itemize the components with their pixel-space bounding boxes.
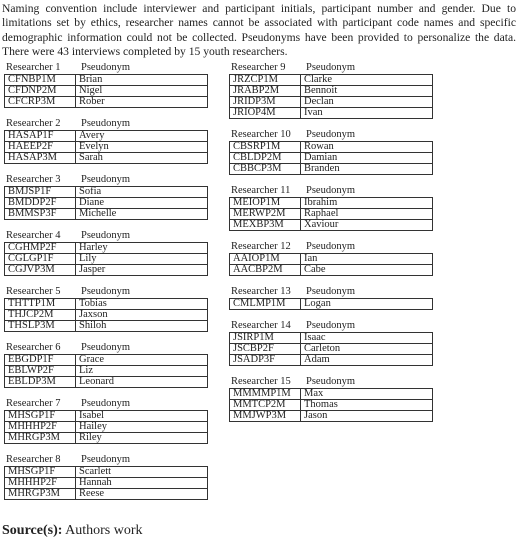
participant-pseudonym: Sofia <box>76 187 208 198</box>
participant-code: MHSGP1F <box>5 467 76 478</box>
participant-pseudonym: Xaviour <box>301 220 433 231</box>
researcher-name: Researcher 12 <box>231 241 291 252</box>
researcher-group <box>2 454 216 500</box>
participant-pseudonym: Brian <box>76 75 208 86</box>
source-text: Authors work <box>62 523 143 538</box>
participant-code: CFDNP2M <box>5 86 76 97</box>
table-row <box>5 265 208 276</box>
researcher-name: Researcher 4 <box>6 230 61 241</box>
table-row <box>5 422 208 433</box>
participant-code: MMTCP2M <box>230 400 301 411</box>
researcher-group <box>2 62 216 108</box>
table-row <box>5 187 208 198</box>
participant-pseudonym: Ivan <box>301 108 433 119</box>
participant-code: EBLWP2F <box>5 366 76 377</box>
table-row <box>5 321 208 332</box>
table-row <box>5 366 208 377</box>
participant-code: CGLGP1F <box>5 254 76 265</box>
source-note <box>2 522 143 540</box>
participant-pseudonym: Bennoit <box>301 86 433 97</box>
researcher-group <box>227 320 441 366</box>
participant-pseudonym: Liz <box>76 366 208 377</box>
researcher-group <box>2 286 216 332</box>
participant-pseudonym: Hailey <box>76 422 208 433</box>
participant-code: HAEEP2F <box>5 142 76 153</box>
researcher-group <box>2 342 216 388</box>
table-row <box>230 389 433 400</box>
researcher-name: Researcher 14 <box>231 320 291 331</box>
participant-code: MHRGP3M <box>5 433 76 444</box>
table-row <box>5 75 208 86</box>
table-row <box>5 310 208 321</box>
participant-table <box>4 466 208 500</box>
participant-code: CGJVP3M <box>5 265 76 276</box>
table-row <box>5 299 208 310</box>
table-row <box>5 86 208 97</box>
participant-table <box>229 332 433 366</box>
participant-code: THSLP3M <box>5 321 76 332</box>
participant-table <box>4 242 208 276</box>
researcher-name: Researcher 1 <box>6 62 61 73</box>
participant-code: JSADP3F <box>230 355 301 366</box>
participant-code: JRZCP1M <box>230 75 301 86</box>
participant-table <box>4 410 208 444</box>
researcher-name: Researcher 9 <box>231 62 286 73</box>
participant-pseudonym: Jasper <box>76 265 208 276</box>
researcher-group <box>227 185 441 231</box>
researcher-group <box>2 174 216 220</box>
pseudonym-header: Pseudonym <box>81 230 131 241</box>
pseudonym-header: Pseudonym <box>81 398 131 409</box>
participant-pseudonym: Isabel <box>76 411 208 422</box>
participant-code: EBLDP3M <box>5 377 76 388</box>
table-row <box>5 377 208 388</box>
participant-table <box>229 388 433 422</box>
pseudonym-header: Pseudonym <box>81 286 131 297</box>
participant-code: MHSGP1F <box>5 411 76 422</box>
researcher-header <box>2 230 216 242</box>
participant-pseudonym: Shiloh <box>76 321 208 332</box>
researcher-group <box>227 286 441 310</box>
participant-pseudonym: Avery <box>76 131 208 142</box>
table-row <box>5 142 208 153</box>
participant-pseudonym: Carleton <box>301 344 433 355</box>
researcher-header <box>227 320 441 332</box>
table-row <box>5 411 208 422</box>
table-row <box>230 198 433 209</box>
researcher-header <box>2 62 216 74</box>
researcher-name: Researcher 11 <box>231 185 291 196</box>
participant-code: HASAP3M <box>5 153 76 164</box>
participant-table <box>229 298 433 310</box>
participant-pseudonym: Reese <box>76 489 208 500</box>
table-row <box>230 355 433 366</box>
researcher-name: Researcher 10 <box>231 129 291 140</box>
researcher-name: Researcher 5 <box>6 286 61 297</box>
participant-pseudonym: Leonard <box>76 377 208 388</box>
participant-pseudonym: Rober <box>76 97 208 108</box>
pseudonym-header: Pseudonym <box>81 174 131 185</box>
table-row <box>5 209 208 220</box>
participant-pseudonym: Logan <box>301 299 433 310</box>
table-row <box>5 254 208 265</box>
participant-code: AAIOP1M <box>230 254 301 265</box>
participant-code: BMMSP3F <box>5 209 76 220</box>
table-row <box>230 97 433 108</box>
researcher-name: Researcher 7 <box>6 398 61 409</box>
participant-code: CFCRP3M <box>5 97 76 108</box>
participant-table <box>4 186 208 220</box>
table-row <box>230 108 433 119</box>
researcher-group <box>2 398 216 444</box>
participant-code: MHHHP2F <box>5 422 76 433</box>
participant-pseudonym: Evelyn <box>76 142 208 153</box>
participant-pseudonym: Adam <box>301 355 433 366</box>
participant-code: MMMMP1M <box>230 389 301 400</box>
participant-table <box>4 354 208 388</box>
researcher-header <box>2 286 216 298</box>
researcher-header <box>227 129 441 141</box>
table-row <box>230 164 433 175</box>
participant-pseudonym: Rowan <box>301 142 433 153</box>
participant-code: MHHHP2F <box>5 478 76 489</box>
participant-table <box>229 253 433 276</box>
table-row <box>230 142 433 153</box>
participant-code: JRIOP4M <box>230 108 301 119</box>
researcher-header <box>2 174 216 186</box>
participant-code: CBSRP1M <box>230 142 301 153</box>
researcher-header <box>2 454 216 466</box>
participant-pseudonym: Hannah <box>76 478 208 489</box>
researcher-group <box>2 118 216 164</box>
participant-code: EBGDP1F <box>5 355 76 366</box>
table-row <box>230 400 433 411</box>
right-column <box>227 62 441 422</box>
table-row <box>5 355 208 366</box>
researcher-header <box>2 342 216 354</box>
participant-code: CFNBP1M <box>5 75 76 86</box>
pseudonym-header: Pseudonym <box>306 241 356 252</box>
pseudonym-header: Pseudonym <box>306 62 356 73</box>
table-row <box>5 243 208 254</box>
participant-table <box>4 130 208 164</box>
participant-code: THTTP1M <box>5 299 76 310</box>
participant-pseudonym: Jason <box>301 411 433 422</box>
participant-pseudonym: Cabe <box>301 265 433 276</box>
table-row <box>230 333 433 344</box>
participant-pseudonym: Declan <box>301 97 433 108</box>
intro-paragraph: Naming convention include interviewer and participant initials, participant number and gender. Due to limitations set by ethics, researcher names cannot be associated with participant code names and specific demographic information could not be collected. Pseudonyms have been provided to personalize the data. There were 43 interviews completed by 15 youth researchers. <box>2 2 516 58</box>
researcher-header <box>2 398 216 410</box>
participant-pseudonym: Scarlett <box>76 467 208 478</box>
table-row <box>5 97 208 108</box>
table-row <box>5 153 208 164</box>
researcher-group <box>227 241 441 276</box>
participant-code: THJCP2M <box>5 310 76 321</box>
participant-code: BMDDP2F <box>5 198 76 209</box>
researcher-header <box>227 62 441 74</box>
source-label: Source(s): <box>2 523 63 538</box>
participant-pseudonym: Thomas <box>301 400 433 411</box>
pseudonym-header: Pseudonym <box>306 185 356 196</box>
participant-code: CMLMP1M <box>230 299 301 310</box>
researcher-group <box>227 129 441 175</box>
participant-code: MEXBP3M <box>230 220 301 231</box>
participant-pseudonym: Michelle <box>76 209 208 220</box>
participant-pseudonym: Tobias <box>76 299 208 310</box>
table-row <box>230 209 433 220</box>
researcher-header <box>227 376 441 388</box>
participant-pseudonym: Riley <box>76 433 208 444</box>
participant-table <box>4 74 208 108</box>
researcher-name: Researcher 8 <box>6 454 61 465</box>
table-row <box>230 220 433 231</box>
table-row <box>230 344 433 355</box>
researcher-group <box>227 62 441 119</box>
participant-pseudonym: Damian <box>301 153 433 164</box>
participant-code: MEIOP1M <box>230 198 301 209</box>
table-row <box>230 299 433 310</box>
participant-pseudonym: Isaac <box>301 333 433 344</box>
participant-pseudonym: Grace <box>76 355 208 366</box>
researcher-header <box>2 118 216 130</box>
participant-code: CGHMP2F <box>5 243 76 254</box>
participant-code: CBLDP2M <box>230 153 301 164</box>
pseudonym-header: Pseudonym <box>81 62 131 73</box>
participant-pseudonym: Raphael <box>301 209 433 220</box>
researcher-name: Researcher 2 <box>6 118 61 129</box>
participant-code: HASAP1F <box>5 131 76 142</box>
participant-table <box>229 74 433 119</box>
participant-pseudonym: Diane <box>76 198 208 209</box>
table-row <box>230 265 433 276</box>
table-row <box>5 433 208 444</box>
pseudonym-header: Pseudonym <box>306 376 356 387</box>
table-row <box>5 131 208 142</box>
participant-pseudonym: Jaxson <box>76 310 208 321</box>
pseudonym-header: Pseudonym <box>81 454 131 465</box>
participant-pseudonym: Lily <box>76 254 208 265</box>
participant-code: BMJSP1F <box>5 187 76 198</box>
participant-pseudonym: Branden <box>301 164 433 175</box>
researcher-header <box>227 185 441 197</box>
table-row <box>5 489 208 500</box>
pseudonym-header: Pseudonym <box>81 118 131 129</box>
participant-table <box>229 141 433 175</box>
researcher-header <box>227 241 441 253</box>
table-row <box>230 411 433 422</box>
participant-pseudonym: Sarah <box>76 153 208 164</box>
participant-code: MERWP2M <box>230 209 301 220</box>
participant-table <box>229 197 433 231</box>
participant-pseudonym: Ian <box>301 254 433 265</box>
table-row <box>5 478 208 489</box>
pseudonym-header: Pseudonym <box>306 286 356 297</box>
participant-pseudonym: Clarke <box>301 75 433 86</box>
pseudonym-header: Pseudonym <box>306 129 356 140</box>
participant-code: JSIRP1M <box>230 333 301 344</box>
researcher-group <box>227 376 441 422</box>
participant-code: MHRGP3M <box>5 489 76 500</box>
left-column <box>2 62 216 500</box>
table-row <box>5 467 208 478</box>
researcher-name: Researcher 3 <box>6 174 61 185</box>
table-row <box>230 86 433 97</box>
researcher-header <box>227 286 441 298</box>
participant-code: JRABP2M <box>230 86 301 97</box>
table-row <box>5 198 208 209</box>
pseudonym-header: Pseudonym <box>81 342 131 353</box>
researcher-name: Researcher 6 <box>6 342 61 353</box>
participant-code: CBBCP3M <box>230 164 301 175</box>
participant-pseudonym: Max <box>301 389 433 400</box>
researcher-name: Researcher 13 <box>231 286 291 297</box>
researcher-group <box>2 230 216 276</box>
table-row <box>230 153 433 164</box>
participant-code: MMJWP3M <box>230 411 301 422</box>
participant-table <box>4 298 208 332</box>
participant-pseudonym: Ibrahim <box>301 198 433 209</box>
table-row <box>230 75 433 86</box>
table-row <box>230 254 433 265</box>
participant-code: JRIDP3M <box>230 97 301 108</box>
pseudonym-header: Pseudonym <box>306 320 356 331</box>
participant-code: JSCBP2F <box>230 344 301 355</box>
participant-pseudonym: Harley <box>76 243 208 254</box>
participant-pseudonym: Nigel <box>76 86 208 97</box>
participant-code: AACBP2M <box>230 265 301 276</box>
researcher-name: Researcher 15 <box>231 376 291 387</box>
